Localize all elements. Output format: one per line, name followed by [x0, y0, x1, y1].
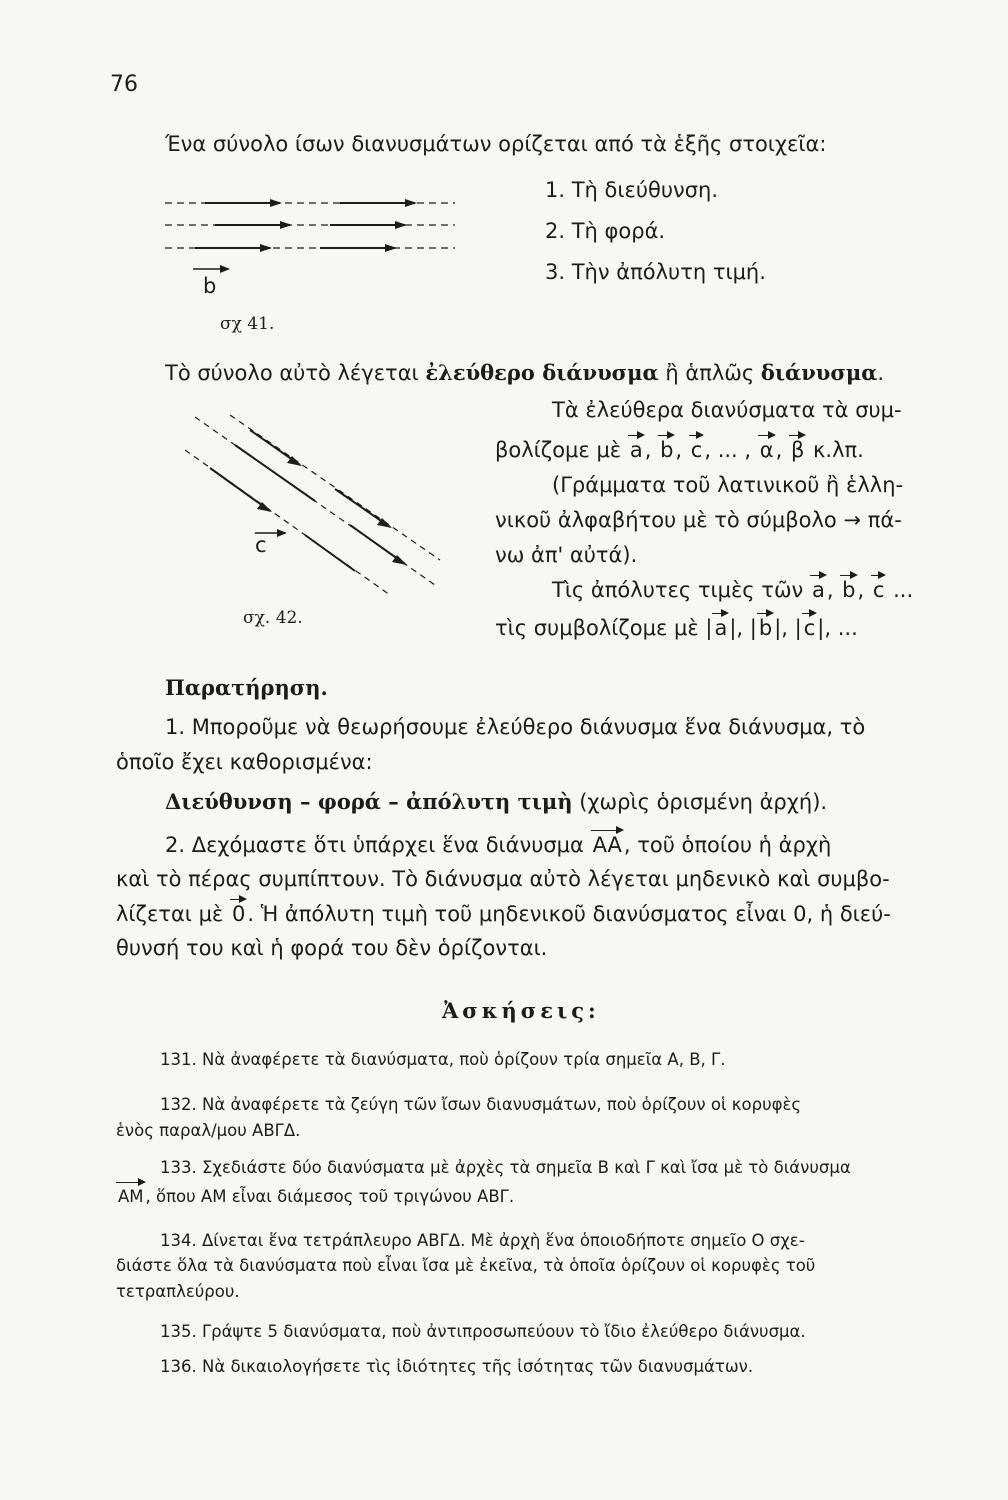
list-item: 1. Τὴ διεύθυνση. [545, 178, 719, 202]
remark-p2-line4: θυνσή του καὶ ἡ φορά του δὲν ὁρίζονται. [116, 936, 548, 960]
exercise-131: 131. Νὰ ἀναφέρετε τὰ διανύσματα, ποὺ ὁρίζουν τρία σημεῖα A, B, Γ. [160, 1050, 726, 1069]
remark-p1-line2: ὁποῖο ἔχει καθορισμένα: [116, 750, 373, 774]
exercise-134-line2: διάστε ὅλα τὰ διανύσματα ποὺ εἶναι ἴσα μὲ ἐκεῖνα, τὰ ὁποῖα ὁρίζουν οἱ κορυφὲς τοῦ [116, 1256, 816, 1275]
figure-42-label: c [255, 533, 267, 557]
exercise-135: 135. Γράψτε 5 διανύσματα, ποὺ ἀντιπροσωπεύουν τὸ ἴδιο ἐλεύθερο διάνυσμα. [160, 1322, 806, 1341]
exercise-134-line1: 134. Δίνεται ἕνα τετράπλευρο ΑΒΓΔ. Μὲ ἀρχὴ ἕνα ὁποιοδήποτε σημεῖο Ο σχε- [160, 1231, 805, 1250]
symbols-line-2: βολίζομε μὲ a, b, c, ... , α, β κ.λπ. [495, 438, 864, 462]
free-vector-definition: Τὸ σύνολο αὐτὸ λέγεται ἐλεύθερο διάνυσμα ἢ ἁπλῶς διάνυσμα. [165, 360, 885, 385]
remark-p2-line2: καὶ τὸ πέρας συμπίπτουν. Τὸ διάνυσμα αὐτὸ λέγεται μηδενικὸ καὶ συμβο- [116, 867, 890, 891]
remark-title: Παρατήρηση. [165, 675, 328, 700]
exercise-134-line3: τετραπλεύρου. [116, 1282, 240, 1301]
figure-41-label: b [203, 274, 217, 298]
remark-p2-line3: λίζεται μὲ 0. Ἡ ἀπόλυτη τιμὴ τοῦ μηδενικοῦ διανύσματος εἶναι 0, ἡ διεύ- [116, 902, 891, 926]
page-number: 76 [110, 72, 138, 97]
exercise-136: 136. Νὰ δικαιολογήσετε τὶς ἰδιότητες τῆς ἰσότητας τῶν διανυσμάτων. [160, 1357, 754, 1376]
symbols-line-1: Τὰ ἐλεύθερα διανύσματα τὰ συμ- [552, 398, 902, 422]
figure-42-parallel-vectors [185, 415, 455, 600]
figure-42-caption: σχ. 42. [243, 608, 303, 628]
symbols-line-7: τὶς συμβολίζομε μὲ |a|, |b|, |c|, ... [495, 616, 858, 640]
exercise-132-line1: 132. Νὰ ἀναφέρετε τὰ ζεύγη τῶν ἴσων διανυσμάτων, ποὺ ὁρίζουν οἱ κορυφὲς [160, 1095, 802, 1114]
symbols-line-6: Τὶς ἀπόλυτες τιμὲς τῶν a, b, c ... [552, 578, 914, 602]
list-item: 3. Τὴν ἀπόλυτη τιμή. [545, 260, 766, 284]
remark-p1-line1: 1. Μποροῦμε νὰ θεωρήσουμε ἐλεύθερο διάνυσμα ἕνα διάνυσμα, τὸ [165, 715, 866, 739]
exercise-133-line1: 133. Σχεδιάστε δύο διανύσματα μὲ ἀρχὲς τὰ σημεῖα B καὶ Γ καὶ ἴσα μὲ τὸ διάνυσμα [160, 1158, 851, 1177]
exercise-132-line2: ἑνὸς παραλ/μου ΑΒΓΔ. [116, 1121, 301, 1140]
symbols-line-5: νω ἀπ' αὐτά). [495, 543, 638, 567]
exercises-title: Ἀσκήσεις: [442, 998, 600, 1023]
remark-p2-line1: 2. Δεχόμαστε ὅτι ὑπάρχει ἕνα διάνυσμα AA, τοῦ ὁποίου ἡ ἀρχὴ [165, 833, 832, 857]
intro-text: Ένα σύνολο ίσων διανυσμάτων ορίζεται από τὰ ἑξῆς στοιχεῖα: [165, 132, 827, 156]
exercise-133-line2: AM , ὅπου AM εἶναι διάμεσος τοῦ τριγώνου ΑΒΓ. [118, 1187, 515, 1206]
figure-41-caption: σχ 41. [220, 314, 275, 334]
remark-p1-line3: Διεύθυνση – φορά – ἀπόλυτη τιμὴ (χωρὶς ὁρισμένη ἀρχή). [165, 789, 828, 814]
list-item: 2. Τὴ φορά. [545, 219, 666, 243]
symbols-line-3: (Γράμματα τοῦ λατινικοῦ ἢ ἑλλη- [552, 473, 904, 497]
symbols-line-4: νικοῦ ἀλφαβήτου μὲ τὸ σύμβολο → πά- [495, 508, 902, 532]
